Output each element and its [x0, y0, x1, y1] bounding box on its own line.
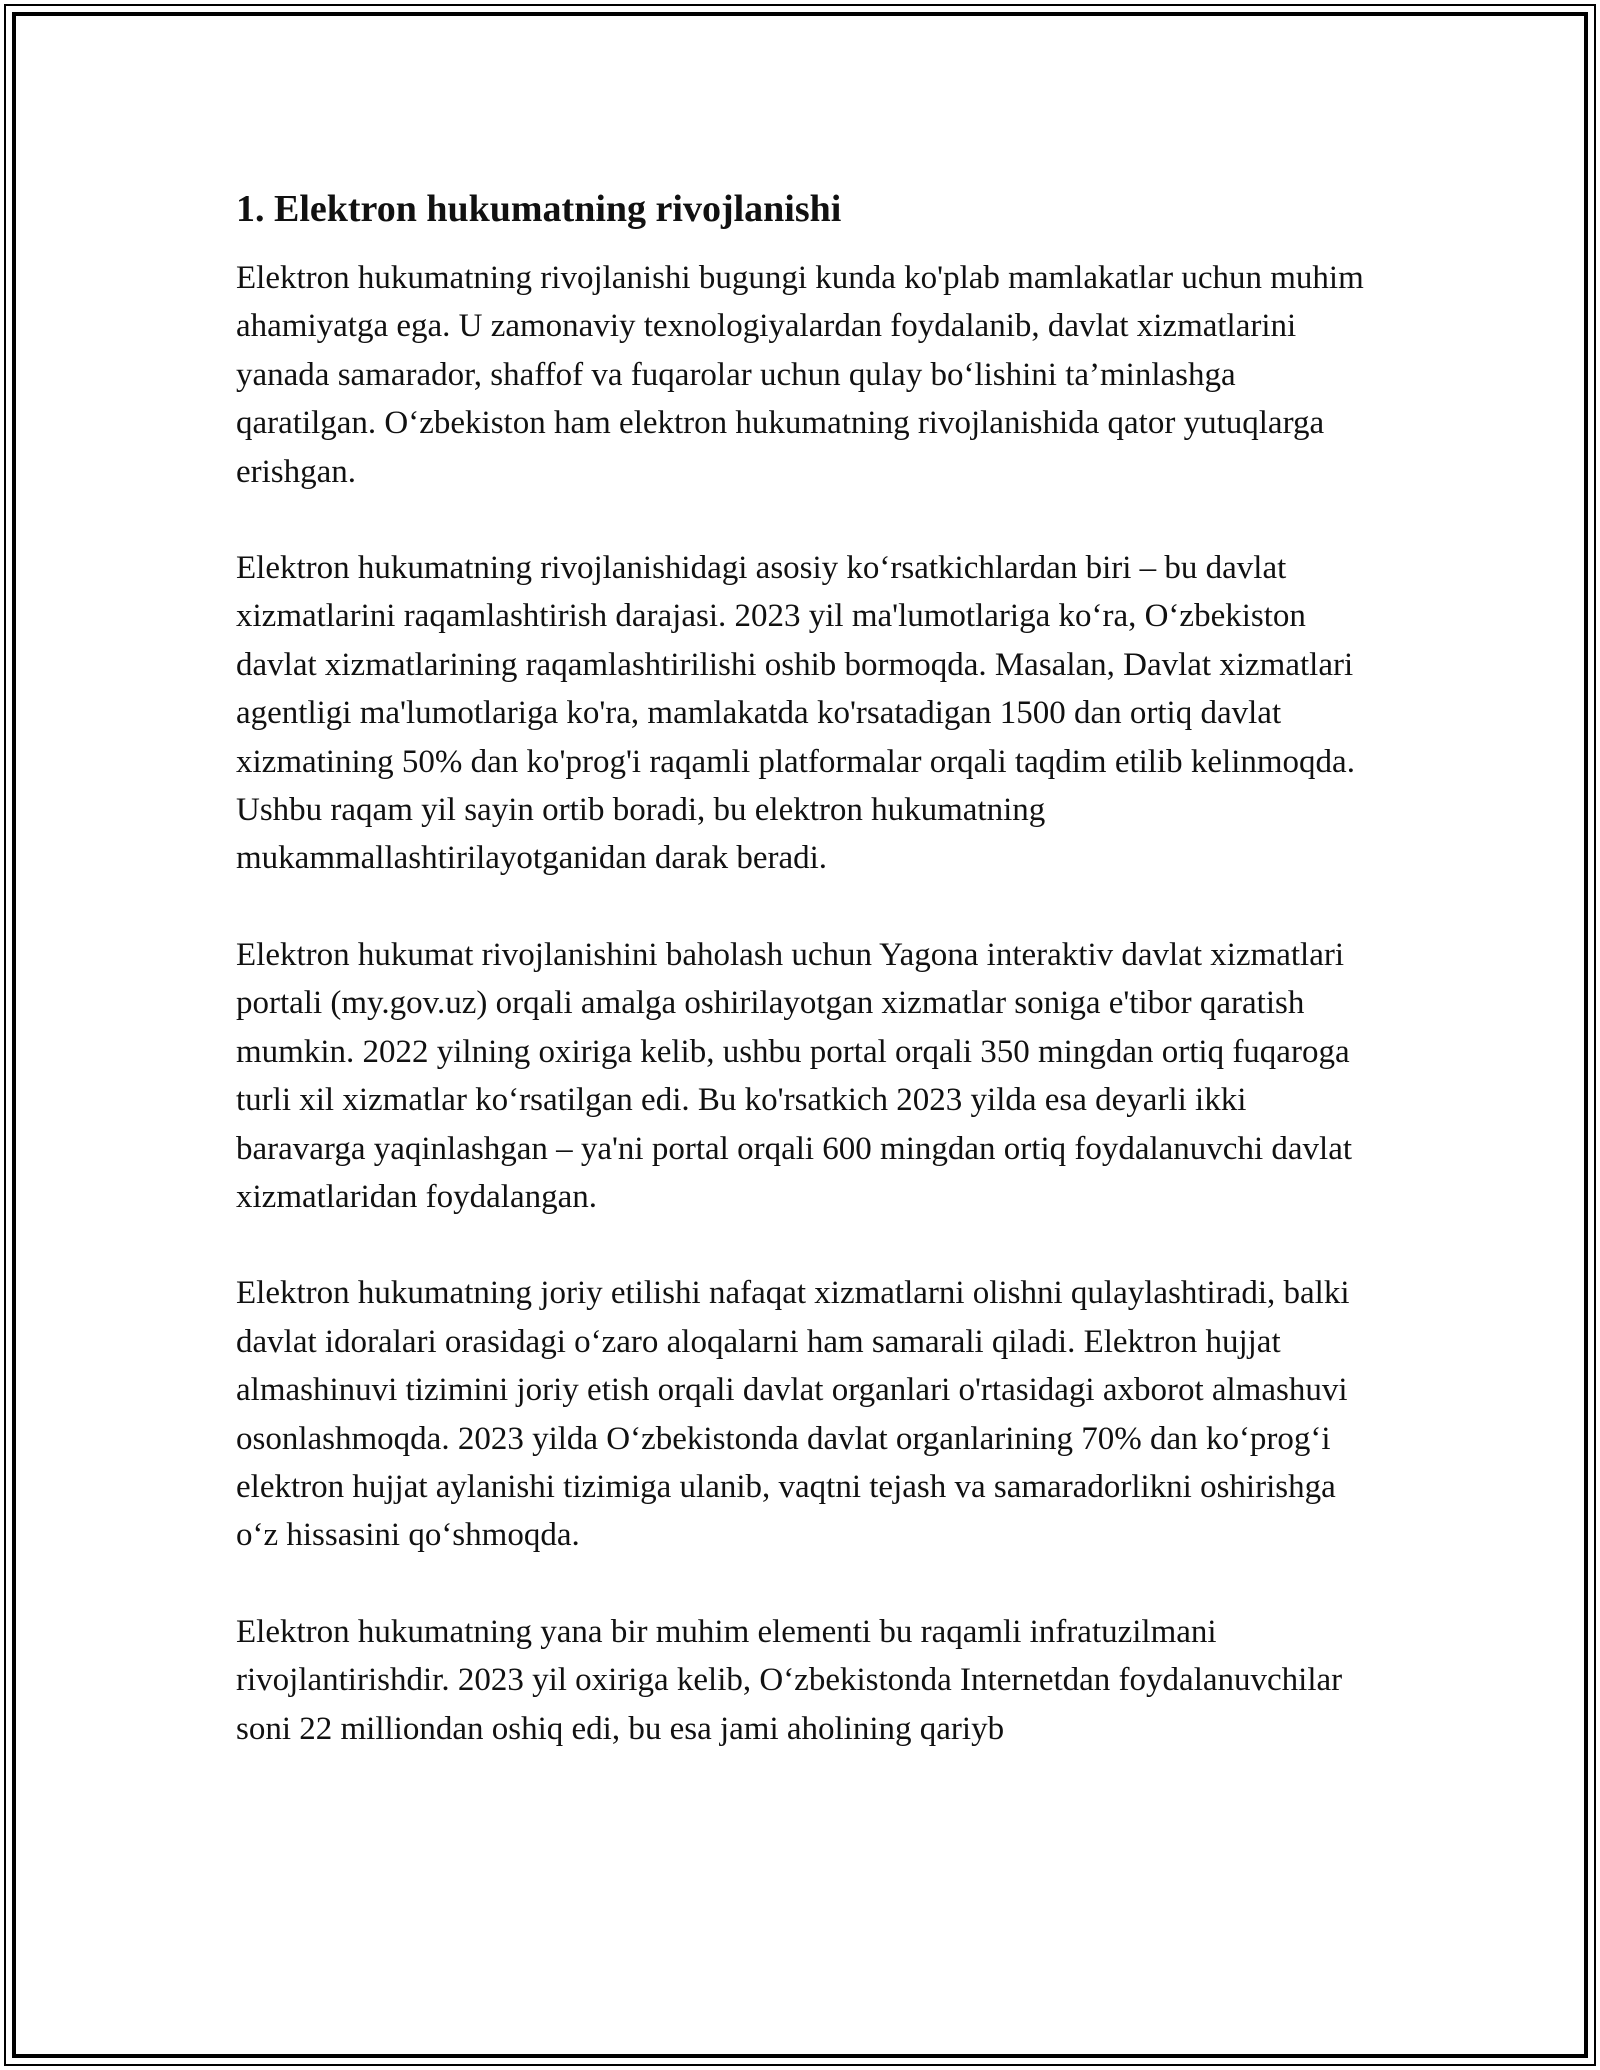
paragraph-1: Elektron hukumatning rivojlanishi bugungi kunda ko'plab mamlakatlar uchun muhim ahamiyatga ega. U zamonaviy texnologiyalardan foydalanib, davlat xizmatlarini yanada samarador, shaffof va fuqarolar uchun qulay bo‘lishini ta’minlashga qaratilgan. O‘zbekiston ham elektron hukumatning rivojlanishida qator yutuqlarga erishgan.: [236, 260, 1364, 490]
paragraph-2: Elektron hukumatning rivojlanishidagi asosiy ko‘rsatkichlardan biri – bu davlat xizmatlarini raqamlashtirish darajasi. 2023 yil ma'lumotlariga ko‘ra, O‘zbekiston davlat xizmatlarining raqamlashtirilishi oshib bormoqda. Masalan, Davlat xizmatlari agentligi ma'lumotlariga ko'ra, mamlakatda ko'rsatadigan 1500 dan ortiq davlat xizmatining 50% dan ko'prog'i raqamli platformalar orqali taqdim etilib kelinmoqda. Ushbu raqam yil sayin ortib boradi, bu elektron hukumatning mukammallashtirilayotganidan darak beradi.: [236, 550, 1355, 877]
paragraph-3: Elektron hukumat rivojlanishini baholash uchun Yagona interaktiv davlat xizmatlari portali (my.gov.uz) orqali amalga oshirilayotgan xizmatlar soniga e'tibor qaratish mumkin. 2022 yilning oxiriga kelib, ushbu portal orqali 350 mingdan ortiq fuqaroga turli xil xizmatlar ko‘rsatilgan edi. Bu ko'rsatkich 2023 yilda esa deyarli ikki baravarga yaqinlashgan – ya'ni portal orqali 600 mingdan ortiq foydalanuvchi davlat xizmatlaridan foydalangan.: [236, 936, 1353, 1215]
section-heading: 1. Elektron hukumatning rivojlanishi: [236, 188, 842, 230]
paragraph-5: Elektron hukumatning yana bir muhim elementi bu raqamli infratuzilmani rivojlantirishdir. 2023 yil oxiriga kelib, O‘zbekistonda Internetdan foydalanuvchilar soni 22 milliondan oshiq edi, bu esa jami aholining qariyb: [236, 1613, 1343, 1747]
paragraph-4: Elektron hukumatning joriy etilishi nafaqat xizmatlarni olishni qulaylashtiradi, balki davlat idoralari orasidagi o‘zaro aloqalarni ham samarali qiladi. Elektron hujjat almashinuvi tizimini joriy etish orqali davlat organlari o'rtasidagi axborot almashuvi osonlashmoqda. 2023 yilda O‘zbekistonda davlat organlarining 70% dan ko‘prog‘i elektron hujjat aylanishi tizimiga ulanib, vaqtni tejash va samaradorlikni oshirishga o‘z hissasini qo‘shmoqda.: [236, 1275, 1350, 1554]
document-body: [236, 184, 1366, 1801]
